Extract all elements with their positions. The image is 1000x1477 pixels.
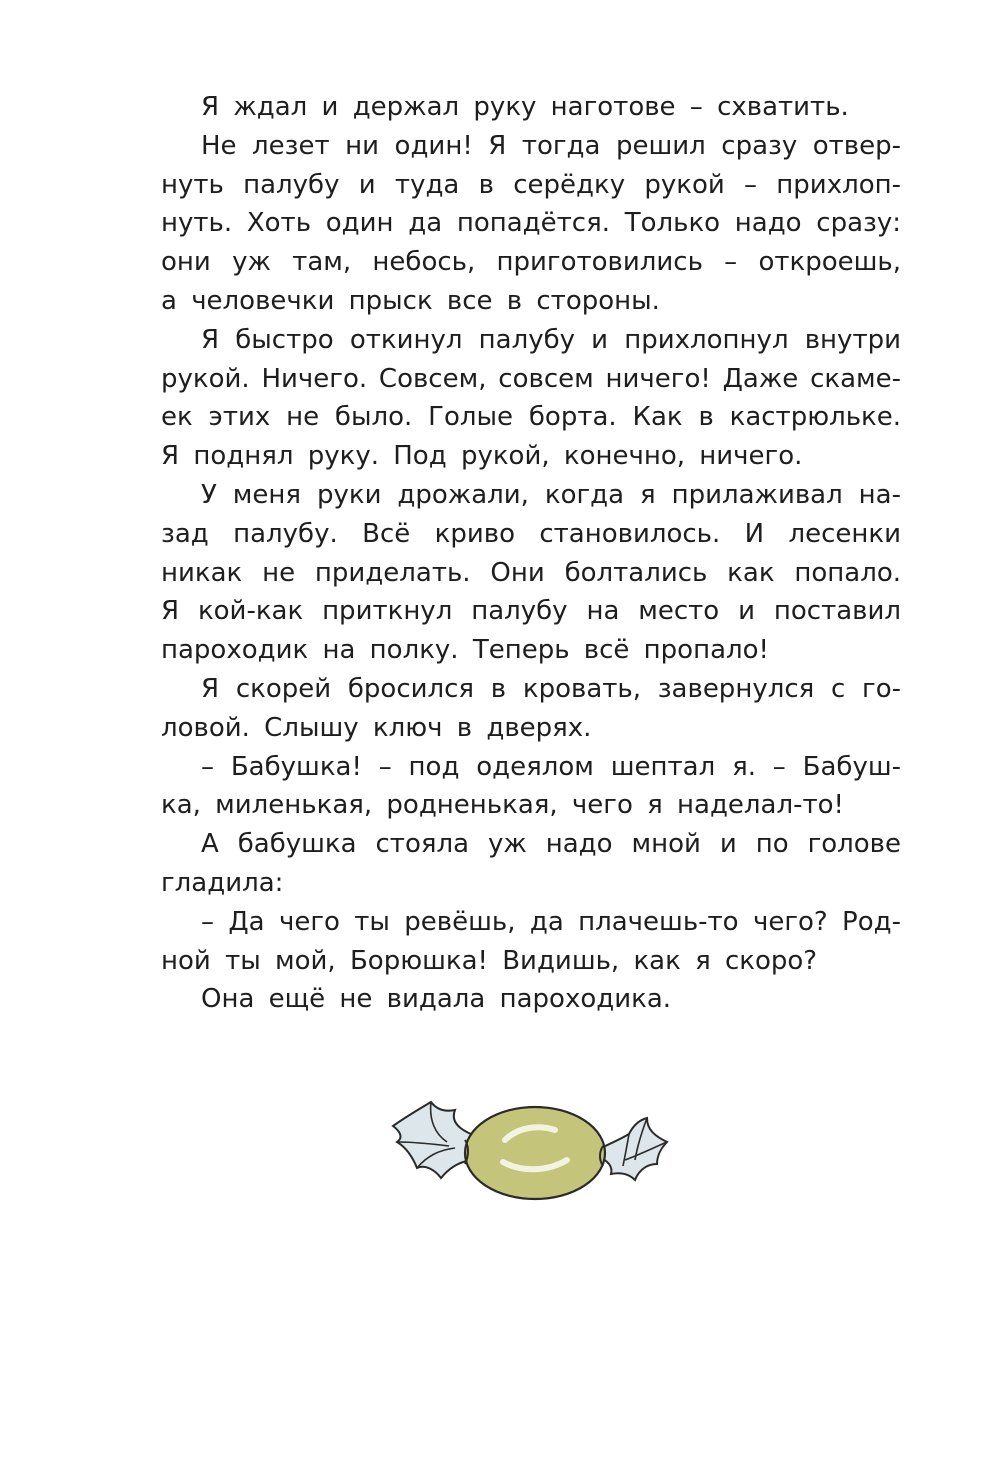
story-text: [161, 88, 901, 1019]
candy-icon: [385, 1090, 685, 1210]
text-line: Я скорей бросился в кровать, завернулся с го-: [201, 673, 901, 704]
text-line: нуть. Хоть один да попадётся. Только надо сразу:: [161, 208, 901, 239]
text-line: У меня руки дрожали, когда я прилаживал на-: [201, 479, 901, 510]
text-line: они уж там, небось, приготовились – откроешь,: [161, 247, 901, 278]
text-line: Не лезет ни один! Я тогда решил сразу отвер-: [201, 130, 901, 161]
candy-wrapper-left: [393, 1102, 473, 1178]
candy-wrapper-right: [597, 1118, 667, 1180]
text-line: ловой. Слышу ключ в дверях.: [161, 712, 592, 743]
text-line: зад палубу. Всё криво становилось. И лесенки: [161, 518, 901, 549]
text-line: никак не приделать. Они болтались как попало.: [161, 557, 901, 588]
text-line: Она ещё не видала пароходика.: [201, 984, 672, 1015]
candy-body: [465, 1107, 605, 1199]
text-line: ек этих не было. Голые борта. Как в кастрюльке.: [161, 402, 901, 433]
text-line: гладила:: [161, 867, 284, 898]
text-line: а человечки прыск все в стороны.: [161, 285, 660, 316]
text-line: Я поднял руку. Под рукой, конечно, ничего.: [161, 441, 803, 472]
text-line: Я кой-как приткнул палубу на место и поставил: [161, 596, 901, 627]
text-line: Я ждал и держал руку наготове – схватить.: [201, 92, 849, 122]
text-line: нуть палубу и туда в серёдку рукой – прихлоп-: [161, 169, 901, 200]
text-line: – Да чего ты ревёшь, да плачешь-то чего? Род-: [201, 906, 901, 937]
text-line: ка, миленькая, родненькая, чего я наделал-то!: [161, 790, 844, 821]
text-line: рукой. Ничего. Совсем, совсем ничего! Даже скаме-: [161, 363, 901, 394]
text-line: ной ты мой, Борюшка! Видишь, как я скоро?: [161, 945, 818, 976]
text-line: А бабушка стояла уж надо мной и по голове: [201, 829, 901, 860]
text-line: – Бабушка! – под одеялом шептал я. – Бабуш-: [201, 751, 901, 782]
text-line: Я быстро откинул палубу и прихлопнул внутри: [201, 324, 901, 355]
text-line: пароходик на полку. Теперь всё пропало!: [161, 635, 769, 666]
